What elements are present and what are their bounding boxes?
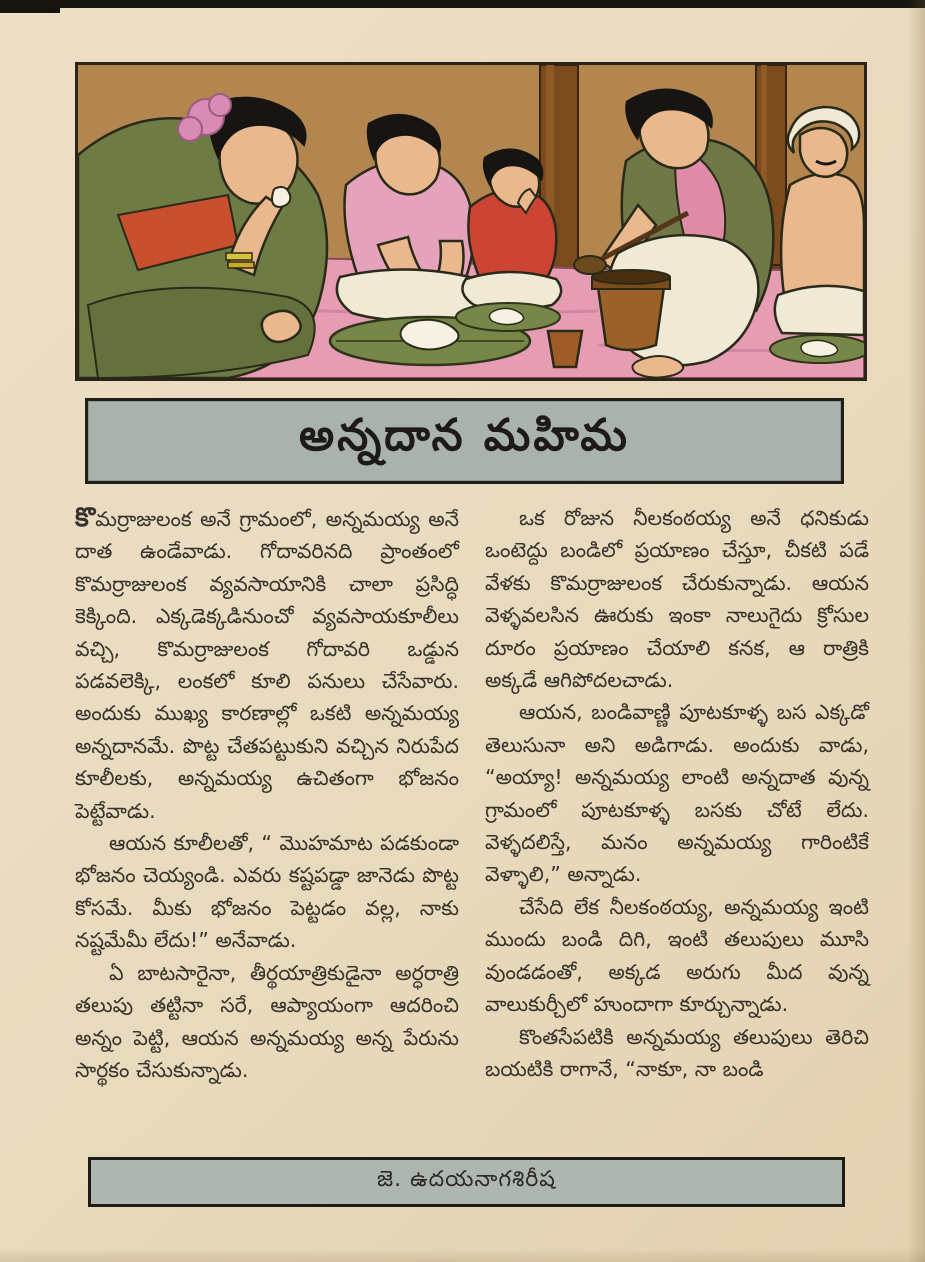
hair-flowers <box>178 117 202 141</box>
paragraph: ఆయన, బండివాణ్ణి పూటకూళ్ళ బస ఎక్కడో తెలుసునా అని అడిగాడు. అందుకు వాడు, “అయ్యా! అన్నమయ్య లాంటి అన్నదాత వున్న గ్రామంలో పూటకూళ్ళ బసకు చోటే లేదు. వెళ్ళదలిస్తే, మనం అన్నమయ్య గారింటికే వెళ్ళాలి,” అన్నాడు. <box>485 700 869 887</box>
paragraph: ఏ బాటసారైనా, తీర్థయాత్రికుడైనా అర్ధరాత్రి తలుపు తట్టినా సరే, ఆప్యాయంగా ఆదరించి అన్నం పెట్టి, ఆయన అన్నమయ్య అన్న పేరును సార్థకం చేసుకున్నాడు. <box>75 960 459 1082</box>
paragraph: చేసేది లేక నీలకంఠయ్య, అన్నమయ్య ఇంటి ముందు బండి దిగి, ఇంటి తలుపులు మూసి వుండడంతో, అక్కడ అరుగు మీద వున్న వాలుకుర్చీలో హుందాగా కూర్చున్నాడు. <box>485 894 869 1017</box>
page-edge-shade <box>907 0 925 1262</box>
turban-man-dhoti <box>775 286 864 335</box>
author-name: జె. ఉదయనాగశిరీష <box>377 1167 556 1192</box>
rice-morsel <box>272 187 290 207</box>
bangles <box>228 262 254 268</box>
story-body <box>75 502 869 1086</box>
paragraph: ఒక రోజున నీలకంఠయ్య అనే ధనికుడు ఒంటెద్దు బండిలో ప్రయాణం చేస్తూ, చీకటి పడే వేళకు కొమర్రాజులంక చేరుకున్నాడు. ఆయన వెళ్ళవలసిన ఊరుకు ఇంకా నాలుగైదు క్రోసుల దూరం ప్రయాణం చేయాలి కనక, ఆ రాత్రికి అక్కడే ఆగిపోదలచాడు. <box>485 506 869 693</box>
story-title: అన్నదాన మహిమ <box>299 410 630 461</box>
clay-tumbler <box>548 331 582 367</box>
title-banner <box>85 398 844 484</box>
paragraph: కొంతసేపటికి అన్నమయ్య తలుపులు తెరిచి బయటికి రాగానే, “నాకూ, నా బండి <box>485 1024 869 1081</box>
left-column <box>75 502 459 1086</box>
paragraph: ఆయన కూలీలతో, “ మొహమాట పడకుండా భోజనం చెయ్యండి. ఎవరు కష్టపడ్డా జానెడు పొట్ట కోసమే. మీకు భోజనం పెట్టడం వల్ల, నాకు నష్టమేమీ లేదు!” అనేవాడు. <box>75 831 459 953</box>
illustration-canvas <box>78 65 864 378</box>
scan-top-edge <box>0 0 925 8</box>
page-edge-shade <box>0 1248 925 1262</box>
story-illustration <box>75 62 867 381</box>
author-banner <box>88 1157 845 1207</box>
paragraph: కొమర్రాజులంక అనే గ్రామంలో, అన్నమయ్య అనే దాత ఉండేవాడు. గోదావరినది ప్రాంతంలో కొమర్రాజులంక వ్యవసాయానికి చాలా ప్రసిద్ధి కెక్కింది. ఎక్కడెక్కడినుంచో వ్యవసాయకూలీలు వచ్చి, కొమర్రాజులంక గోదావరి ఒడ్డున పడవలెక్కి, లంకలో కూలి పనులు చేసేవారు. అందుకు ముఖ్య కారణాల్లో ఒకటి అన్నమయ్య అన్నదానమే. పొట్ట చేతపట్టుకుని వచ్చిన నిరుపేద కూలీలకు, అన్నమయ్య ఉచితంగా భోజనం పెట్టేవాడు. <box>75 503 459 823</box>
right-column <box>485 502 869 1086</box>
woman-eating <box>78 94 327 378</box>
bangles <box>226 253 252 260</box>
foot <box>632 356 683 378</box>
hair-flowers <box>209 94 231 116</box>
ladle-spoon <box>574 256 606 274</box>
